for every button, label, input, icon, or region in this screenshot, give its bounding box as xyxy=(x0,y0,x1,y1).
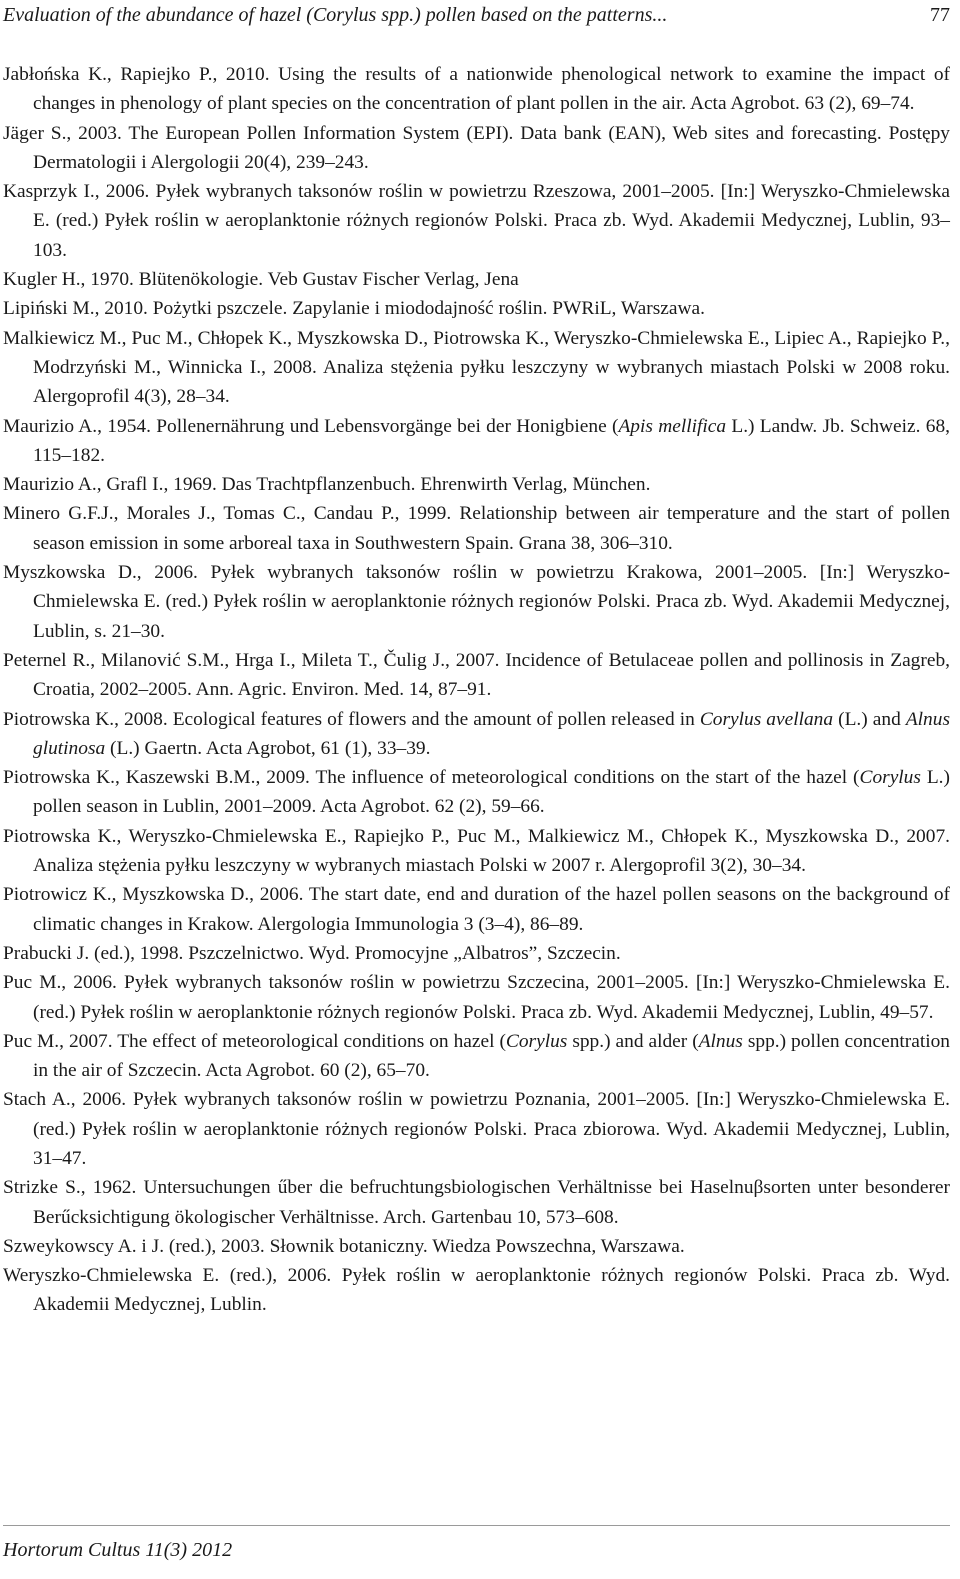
reference-entry xyxy=(3,763,950,822)
reference-entry xyxy=(3,177,950,265)
reference-entry xyxy=(3,939,950,968)
reference-text: Strizke S., 1962. Untersuchungen űber die befruchtungsbiologischen Verhältnisse bei Haselnuβsorten unter besonderer Berűcksichtigung ökologischer Verhältnisse. Arch. Gartenbau 10, 573–608. xyxy=(3,1177,950,1228)
reference-entry xyxy=(3,646,950,705)
reference-text: Kasprzyk I., 2006. Pyłek wybranych taksonów roślin w powietrzu Rzeszowa, 2001–2005. [In:] Weryszko-Chmielewska E. (red.) Pyłek roślin w aeroplanktonie różnych regionów Polski. Praca zb. Wyd. Akademii Medycznej, Lublin, 93–103. xyxy=(3,181,950,261)
reference-text: Piotrowska K., Kaszewski B.M., 2009. The influence of meteorological conditions on the start of the hazel ( xyxy=(3,767,860,789)
reference-entry xyxy=(3,705,950,764)
reference-entry xyxy=(3,119,950,178)
reference-entry xyxy=(3,1173,950,1232)
reference-entry xyxy=(3,294,950,323)
reference-entry xyxy=(3,1261,950,1320)
reference-entry xyxy=(3,1027,950,1086)
reference-text: Maurizio A., Grafl I., 1969. Das Trachtpflanzenbuch. Ehrenwirth Verlag, München. xyxy=(3,474,651,496)
footer-divider xyxy=(3,1525,950,1526)
reference-italic-text: Corylus xyxy=(859,767,921,789)
reference-text: Maurizio A., 1954. Pollenernährung und Lebensvorgänge bei der Honigbiene ( xyxy=(3,415,619,437)
reference-text: Weryszko-Chmielewska E. (red.), 2006. Pyłek roślin w aeroplanktonie różnych regionów Polski. Praca zb. Wyd. Akademii Medycznej, Lublin. xyxy=(3,1265,950,1316)
reference-italic-text: Alnus glutinosa xyxy=(33,708,950,759)
reference-entry xyxy=(3,265,950,294)
reference-text: spp.) pollen concentration in the air of Szczecin. Acta Agrobot. 60 (2), 65–70. xyxy=(33,1030,951,1082)
reference-text: Piotrowska K., 2008. Ecological features of flowers and the amount of pollen released in xyxy=(3,708,700,730)
reference-text: L.) pollen season in Lublin, 2001–2009. Acta Agrobot. 62 (2), 59–66. xyxy=(33,767,950,818)
reference-text: (L.) Gaertn. Acta Agrobot, 61 (1), 33–39. xyxy=(105,737,431,759)
running-header xyxy=(3,2,950,28)
reference-text: L.) Landw. Jb. Schweiz. 68, 115–182. xyxy=(33,415,951,466)
reference-text: Puc M., 2006. Pyłek wybranych taksonów roślin w powietrzu Szczecina, 2001–2005. [In:] Weryszko-Chmielewska E. (red.) Pyłek roślin w aeroplanktonie różnych regionów Polski. Praca zb. Wyd. Akademii Medycznej, Lublin, 49–57. xyxy=(3,972,950,1023)
reference-text: Malkiewicz M., Puc M., Chłopek K., Myszkowska D., Piotrowska K., Weryszko-Chmielewska E., Lipiec A., Rapiejko P., Modrzyński M., Winnicka I., 2008. Analiza stężenia pyłku leszczyny w wybranych miastach Polski w 2008 roku. Alergoprofil 4(3), 28–34. xyxy=(3,327,950,408)
running-title: Evaluation of the abundance of hazel (Corylus spp.) pollen based on the patterns... xyxy=(3,4,668,26)
reference-text: Jabłońska K., Rapiejko P., 2010. Using the results of a nationwide phenological network to examine the impact of changes in phenology of plant species on the concentration of plant pollen in the air. Acta Agrobot. 63 (2), 69–74. xyxy=(3,64,950,115)
reference-text: (L.) and xyxy=(833,708,906,730)
reference-text: Szweykowscy A. i J. (red.), 2003. Słownik botaniczny. Wiedza Powszechna, Warszawa. xyxy=(3,1235,685,1257)
reference-entry xyxy=(3,324,950,412)
reference-italic-text: Corylus avellana xyxy=(699,708,834,730)
reference-italic-text: Apis mellifica xyxy=(618,415,727,437)
reference-text: Kugler H., 1970. Blütenökologie. Veb Gustav Fischer Verlag, Jena xyxy=(3,269,519,291)
reference-text: Peternel R., Milanović S.M., Hrga I., Mileta T., Čulig J., 2007. Incidence of Betulaceae pollen and pollinosis in Zagreb, Croatia, 2002–2005. Ann. Agric. Environ. Med. 14, 87–91. xyxy=(3,649,950,701)
reference-text: Puc M., 2007. The effect of meteorological conditions on hazel ( xyxy=(3,1030,506,1052)
reference-entry xyxy=(3,470,950,499)
reference-entry xyxy=(3,1085,950,1173)
reference-text: Lipiński M., 2010. Pożytki pszczele. Zapylanie i miododajność roślin. PWRiL, Warszawa. xyxy=(3,298,705,320)
reference-text: Piotrowska K., Weryszko-Chmielewska E., Rapiejko P., Puc M., Malkiewicz M., Chłopek K., Myszkowska D., 2007. Analiza stężenia pyłku leszczyny w wybranych miastach Polski w 2007 r. Alergoprofil 3(2), 30–34. xyxy=(3,825,950,877)
reference-italic-text: Corylus xyxy=(505,1030,568,1052)
reference-italic-text: Alnus xyxy=(698,1030,743,1052)
reference-entry xyxy=(3,822,950,881)
reference-text: Prabucki J. (ed.), 1998. Pszczelnictwo. Wyd. Promocyjne „Albatros”, Szczecin. xyxy=(3,942,621,964)
reference-entry xyxy=(3,60,950,119)
reference-entry xyxy=(3,558,950,646)
reference-entry xyxy=(3,880,950,939)
reference-entry xyxy=(3,1232,950,1261)
reference-entry xyxy=(3,412,950,471)
reference-entry xyxy=(3,968,950,1027)
reference-text: Myszkowska D., 2006. Pyłek wybranych taksonów roślin w powietrzu Krakowa, 2001–2005. [In:] Weryszko-Chmielewska E. (red.) Pyłek roślin w aeroplanktonie różnych regionów Polski. Praca zb. Wyd. Akademii Medycznej, Lublin, s. 21–30. xyxy=(3,562,950,642)
journal-footer: Hortorum Cultus 11(3) 2012 xyxy=(3,1539,233,1561)
reference-list xyxy=(3,60,950,1320)
reference-text: spp.) and alder ( xyxy=(567,1030,699,1052)
reference-text: Piotrowicz K., Myszkowska D., 2006. The start date, end and duration of the hazel pollen seasons on the background of climatic changes in Krakow. Alergologia Immunologia 3 (3–4), 86–89. xyxy=(3,884,950,935)
page-number: 77 xyxy=(930,4,950,26)
reference-text: Stach A., 2006. Pyłek wybranych taksonów roślin w powietrzu Poznania, 2001–2005. [In:] Weryszko-Chmielewska E. (red.) Pyłek roślin w aeroplanktonie różnych regionów Polski. Praca zbiorowa. Wyd. Akademii Medycznej, Lublin, 31–47. xyxy=(3,1089,950,1169)
reference-text: Minero G.F.J., Morales J., Tomas C., Candau P., 1999. Relationship between air temperature and the start of pollen season emission in some arboreal taxa in Southwestern Spain. Grana 38, 306–310. xyxy=(3,503,950,554)
reference-entry xyxy=(3,499,950,558)
reference-text: Jäger S., 2003. The European Pollen Information System (EPI). Data bank (EAN), Web sites and forecasting. Postępy Dermatologii i Alergologii 20(4), 239–243. xyxy=(3,122,950,173)
